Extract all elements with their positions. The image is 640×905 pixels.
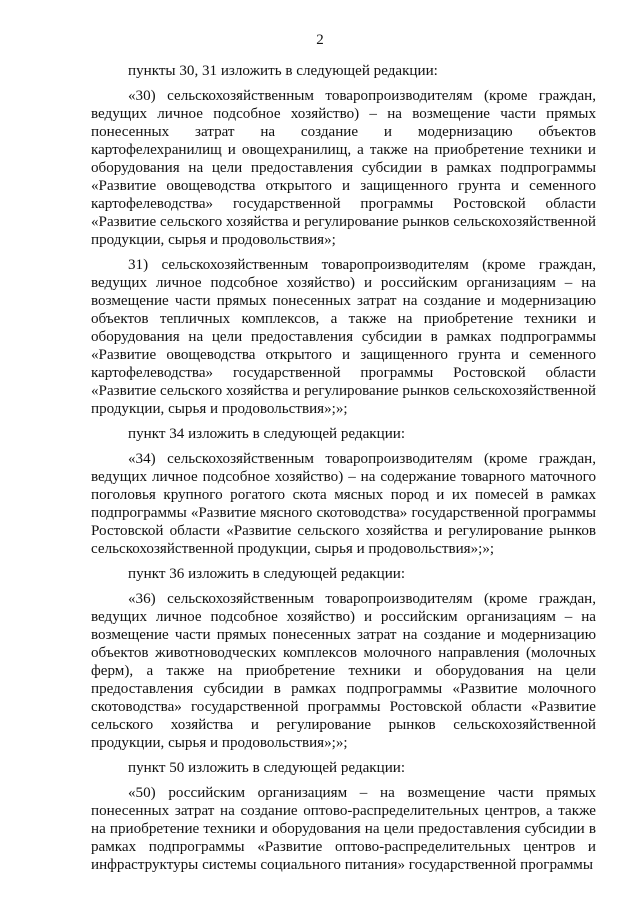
paragraph-item-50: «50) российским организациям – на возмещение части прямых понесенных затрат на создание оптово-распределительных центров, а также на приобретение техники и оборудования на цели предоставления субсидии в рамках подпрограммы «Развитие оптово-распределительных центров и инфраструктуры системы социального питания» государственной программы bbox=[91, 785, 596, 873]
document-body bbox=[91, 62, 596, 874]
page-number: 2 bbox=[316, 32, 324, 48]
paragraph-intro-30-31: пункты 30, 31 изложить в следующей редакции: bbox=[128, 63, 438, 79]
paragraph-item-31: 31) сельскохозяйственным товаропроизводителям (кроме граждан, ведущих личное подсобное хозяйство) и российским организациям – на возмещение части прямых понесенных затрат на создание и модернизацию объектов тепличных комплексов, а также на приобретение техники и оборудования на цели предоставления субсидии в рамках подпрограммы «Развитие овощеводства открытого и защищенного грунта и семенного картофелеводства» государственной программы Ростовской области «Развитие сельского хозяйства и регулирование рынков сельскохозяйственной продукции, сырья и продовольствия»;»; bbox=[91, 257, 596, 417]
paragraph-item-36: «36) сельскохозяйственным товаропроизводителям (кроме граждан, ведущих личное подсобное хозяйство) и российским организациям – на возмещение части прямых понесенных затрат на создание и модернизацию объектов животноводческих комплексов молочного направления (молочных ферм), а также на приобретение техники и оборудования на цели предоставления субсидии в рамках подпрограммы «Развитие молочного скотоводства» государственной программы Ростовской области «Развитие сельского хозяйства и регулирование рынков сельскохозяйственной продукции, сырья и продовольствия»;»; bbox=[91, 591, 596, 751]
paragraph-intro-34: пункт 34 изложить в следующей редакции: bbox=[128, 426, 406, 442]
paragraph-item-34: «34) сельскохозяйственным товаропроизводителям (кроме граждан, ведущих личное подсобное хозяйство) – на содержание товарного маточного поголовья крупного рогатого скота мясных пород и их помесей в рамках подпрограммы «Развитие мясного скотоводства» государственной программы Ростовской области «Развитие сельского хозяйства и регулирование рынков сельскохозяйственной продукции, сырья и продовольствия»;»; bbox=[91, 451, 596, 557]
paragraph-intro-50: пункт 50 изложить в следующей редакции: bbox=[128, 760, 406, 776]
paragraph-item-30: «30) сельскохозяйственным товаропроизводителям (кроме граждан, ведущих личное подсобное хозяйство) – на возмещение части прямых понесенных затрат на создание и модернизацию объектов картофелехранилищ и овощехранилищ, а также на приобретение техники и оборудования на цели предоставления субсидии в рамках подпрограммы «Развитие овощеводства открытого и защищенного грунта и семенного картофелеводства» государственной программы Ростовской области «Развитие сельского хозяйства и регулирование рынков сельскохозяйственной продукции, сырья и продовольствия»; bbox=[91, 88, 596, 248]
paragraph-intro-36: пункт 36 изложить в следующей редакции: bbox=[128, 566, 406, 582]
